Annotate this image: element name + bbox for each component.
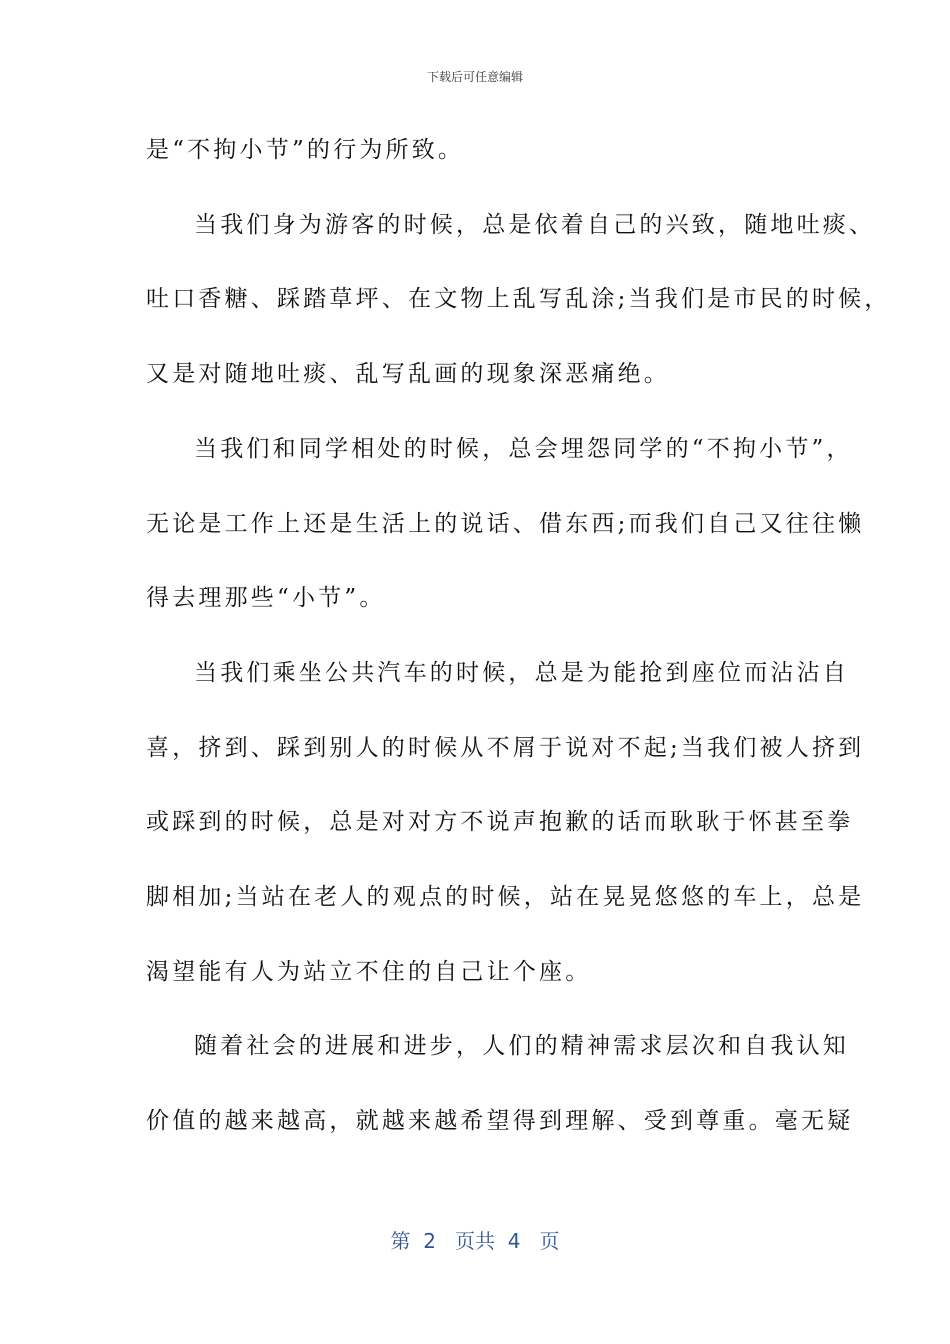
text-line: 喜，挤到、踩到别人的时候从不屑于说对不起;当我们被人挤到 bbox=[146, 734, 865, 761]
text-line: 当我们乘坐公共汽车的时候，总是为能抢到座位而沾沾自 bbox=[194, 659, 849, 686]
text-line: 或踩到的时候，总是对对方不说声抱歉的话而耿耿于怀甚至拳 bbox=[146, 809, 854, 836]
text-line: 随着社会的进展和进步，人们的精神需求层次和自我认知 bbox=[194, 1033, 849, 1060]
text-line: 得去理那些“小节”。 bbox=[146, 585, 386, 612]
text-line: 又是对随地吐痰、乱写乱画的现象深恶痛绝。 bbox=[146, 361, 670, 388]
document-body bbox=[146, 113, 891, 1159]
text-line: 无论是工作上还是生活上的说话、借东西;而我们自己又往往懒 bbox=[146, 510, 865, 537]
text-line: 脚相加;当站在老人的观点的时候，站在晃晃悠悠的车上，总是 bbox=[146, 884, 865, 911]
text-line: 当我们和同学相处的时候，总会埋怨同学的“不拘小节”， bbox=[194, 435, 853, 462]
page-header: 下载后可任意编辑 bbox=[426, 70, 523, 84]
text-line: 当我们身为游客的时候，总是依着自己的兴致，随地吐痰、 bbox=[194, 211, 876, 238]
text-line: 是“不拘小节”的行为所致。 bbox=[146, 137, 465, 163]
text-line: 渴望能有人为站立不住的自己让个座。 bbox=[146, 958, 592, 985]
text-line: 价值的越来越高，就越来越希望得到理解、受到尊重。毫无疑 bbox=[146, 1108, 854, 1135]
text-line: 吐口香糖、踩踏草坪、在文物上乱写乱涂;当我们是市民的时候， bbox=[146, 286, 891, 313]
page-number-footer: 第 2 页共 4 页 bbox=[390, 1229, 560, 1253]
